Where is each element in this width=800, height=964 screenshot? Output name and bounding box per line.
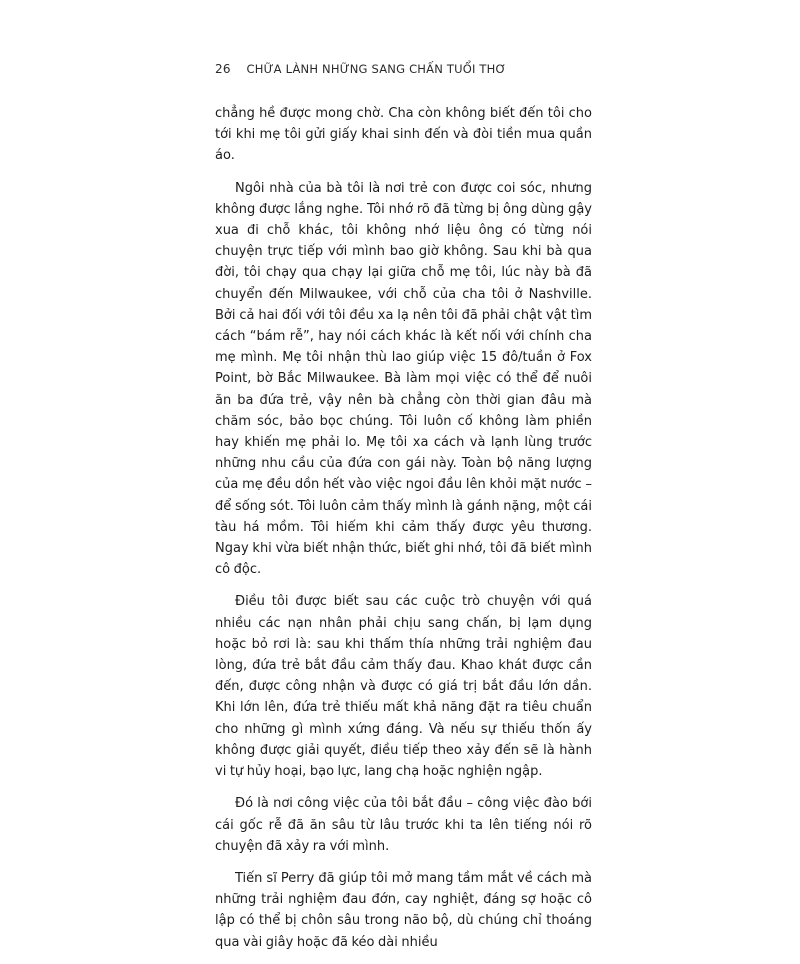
paragraph-4: Đó là nơi công việc của tôi bắt đầu – công việc đào bới cái gốc rễ đã ăn sâu từ lâu trước khi ta lên tiếng nói rõ chuyện đã xảy ra với mình. xyxy=(215,796,592,854)
paragraph-1: chẳng hề được mong chờ. Cha còn không biết đến tôi cho tới khi mẹ tôi gửi giấy khai sinh đến và đòi tiền mua quần áo. xyxy=(215,106,592,164)
paragraph-2: Ngôi nhà của bà tôi là nơi trẻ con được coi sóc, nhưng không được lắng nghe. Tôi nhớ rõ đã từng bị ông dùng gậy xua đi chỗ khác, tôi không nhớ liệu ông có từng nói chuyện trực tiếp với mình bao giờ không. Sau khi bà qua đời, tôi chạy qua chạy lại giữa chỗ mẹ tôi, lúc này bà đã chuyển đến Milwaukee, với chỗ của cha tôi ở Nashville. Bởi cả hai đối với tôi đều xa lạ nên tôi đã phải chật vật tìm cách “bám rễ”, hay nói cách khác là kết nối với chính cha mẹ mình. Mẹ tôi nhận thù lao giúp việc 15 đô/tuần ở Fox Point, bờ Bắc Milwaukee. Bà làm mọi việc có thể để nuôi ăn ba đứa trẻ, vậy nên bà chẳng còn thời gian đâu mà chăm sóc, bảo bọc chúng. Tôi luôn cố không làm phiền hay khiến mẹ phải lo. Mẹ tôi xa cách và lạnh lùng trước những nhu cầu của đứa con gái này. Toàn bộ năng lượng của mẹ đều dồn hết vào việc ngoi đầu lên khỏi mặt nước – để sống sót. Tôi luôn cảm thấy mình là gánh nặng, một cái tàu há mồm. Tôi hiếm khi cảm thấy được yêu thương. Ngay khi vừa biết nhận thức, biết ghi nhớ, tôi đã biết mình cô độc. xyxy=(215,180,592,578)
running-header xyxy=(215,62,506,76)
body-text xyxy=(215,103,592,964)
running-title: CHỮA LÀNH NHỮNG SANG CHẤN TUỔI THƠ xyxy=(246,62,507,76)
page-number: 26 xyxy=(215,62,231,76)
paragraph-3: Điều tôi được biết sau các cuộc trò chuyện với quá nhiều các nạn nhân phải chịu sang chấn, bị lạm dụng hoặc bỏ rơi là: sau khi thấm thía những trải nghiệm đau lòng, đứa trẻ bắt đầu cảm thấy đau. Khao khát được cần đến, được công nhận và được có giá trị bắt đầu lớn dần. Khi lớn lên, đứa trẻ thiếu mất khả năng đặt ra tiêu chuẩn cho những gì mình xứng đáng. Và nếu sự thiếu thốn ấy không được giải quyết, điều tiếp theo xảy đến sẽ là hành vi tự hủy hoại, bạo lực, lang chạ hoặc nghiện ngập. xyxy=(215,594,592,780)
paragraph-5: Tiến sĩ Perry đã giúp tôi mở mang tầm mắt về cách mà những trải nghiệm đau đớn, cay nghiệt, đáng sợ hoặc cô lập có thể bị chôn sâu trong não bộ, dù chúng chỉ thoáng qua vài giây hoặc đã kéo dài nhiều xyxy=(215,870,592,950)
